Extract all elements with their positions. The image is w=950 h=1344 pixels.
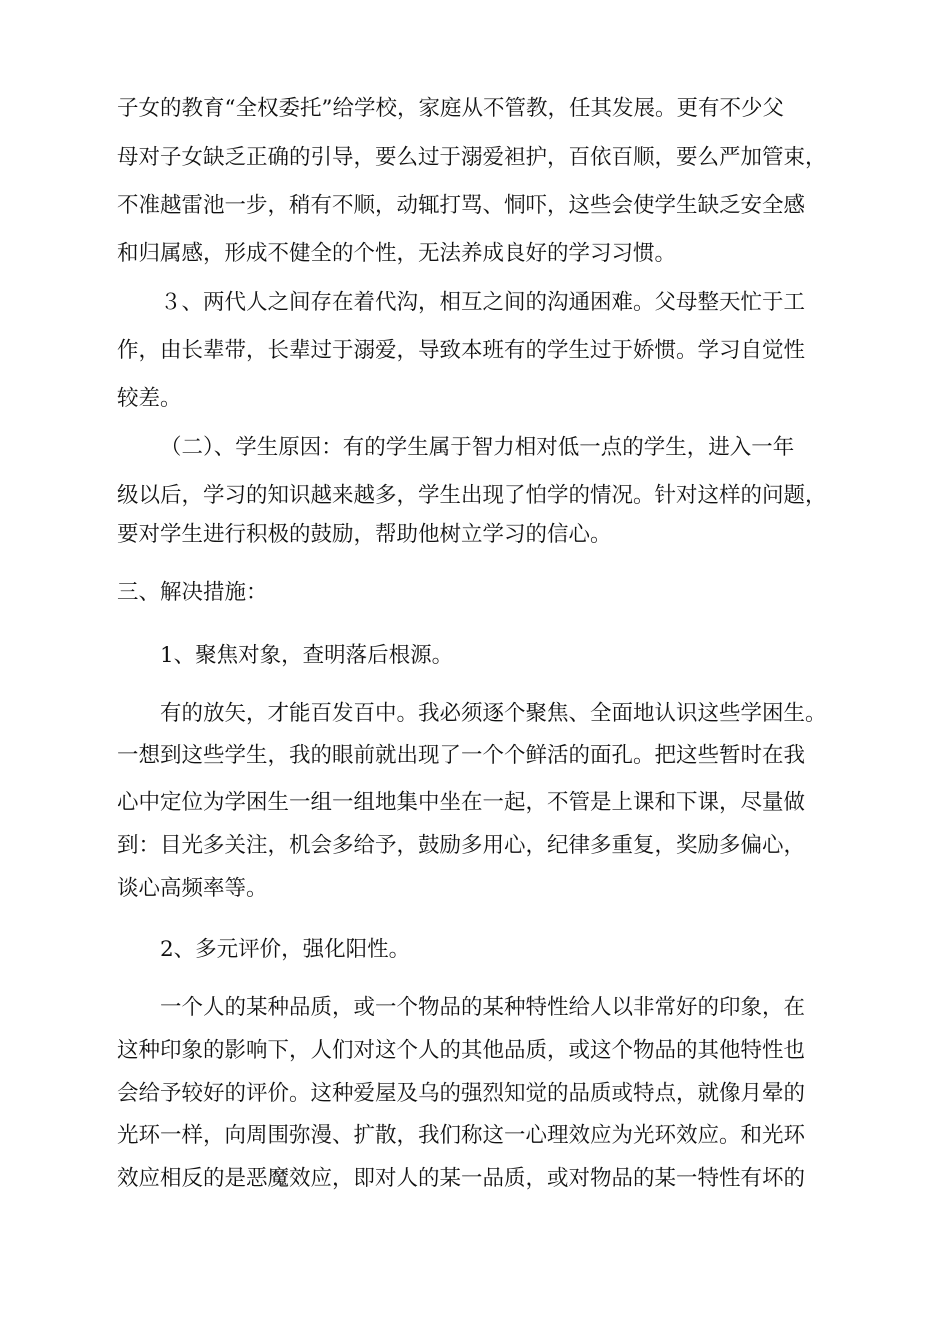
text-line: 光环一样，向周围弥漫、扩散，我们称这一心理效应为光环效应。和光环 [117,1123,806,1148]
text-line: （二）、学生原因：有的学生属于智力相对低一点的学生，进入一年 [160,435,795,460]
text-line: ３、两代人之间存在着代沟，相互之间的沟通困难。父母整天忙于工 [160,290,806,315]
text-line: 级以后，学习的知识越来越多，学生出现了怕学的情况。针对这样的问题， [117,483,827,508]
section-heading: 三、解决措施： [117,580,268,605]
sub-heading: 2、多元评价，强化阳性。 [160,937,411,962]
text-line: 这种印象的影响下，人们对这个人的其他品质，或这个物品的其他特性也 [117,1038,806,1063]
text-line: 要对学生进行积极的鼓励，帮助他树立学习的信心。 [117,522,612,547]
text-line: 心中定位为学困生一组一组地集中坐在一起，不管是上课和下课，尽量做 [117,790,806,815]
text-line: 子女的教育“全权委托”给学校，家庭从不管教，任其发展。更有不少父 [117,96,784,121]
text-line: 一个人的某种品质，或一个物品的某种特性给人以非常好的印象，在 [160,995,806,1020]
text-line: 有的放矢，才能百发百中。我必须逐个聚焦、全面地认识这些学困生。 [160,701,827,726]
text-line: 母对子女缺乏正确的引导，要么过于溺爱袒护，百依百顺，要么严加管束， [117,145,827,170]
sub-heading: 1、聚焦对象，查明落后根源。 [160,643,454,668]
text-line: 效应相反的是恶魔效应，即对人的某一品质，或对物品的某一特性有坏的 [117,1166,806,1191]
text-line: 较差。 [117,386,182,411]
text-line: 和归属感，形成不健全的个性，无法养成良好的学习习惯。 [117,241,677,266]
text-line: 会给予较好的评价。这种爱屋及乌的强烈知觉的品质或特点，就像月晕的 [117,1081,806,1106]
text-line: 作，由长辈带，长辈过于溺爱，导致本班有的学生过于娇惯。学习自觉性 [117,338,806,363]
text-line: 谈心高频率等。 [117,876,268,901]
text-line: 不准越雷池一步，稍有不顺，动辄打骂、恫吓，这些会使学生缺乏安全感 [117,193,806,218]
text-line: 到：目光多关注，机会多给予，鼓励多用心，纪律多重复，奖励多偏心， [117,833,806,858]
text-line: 一想到这些学生，我的眼前就出现了一个个鲜活的面孔。把这些暂时在我 [117,743,806,768]
